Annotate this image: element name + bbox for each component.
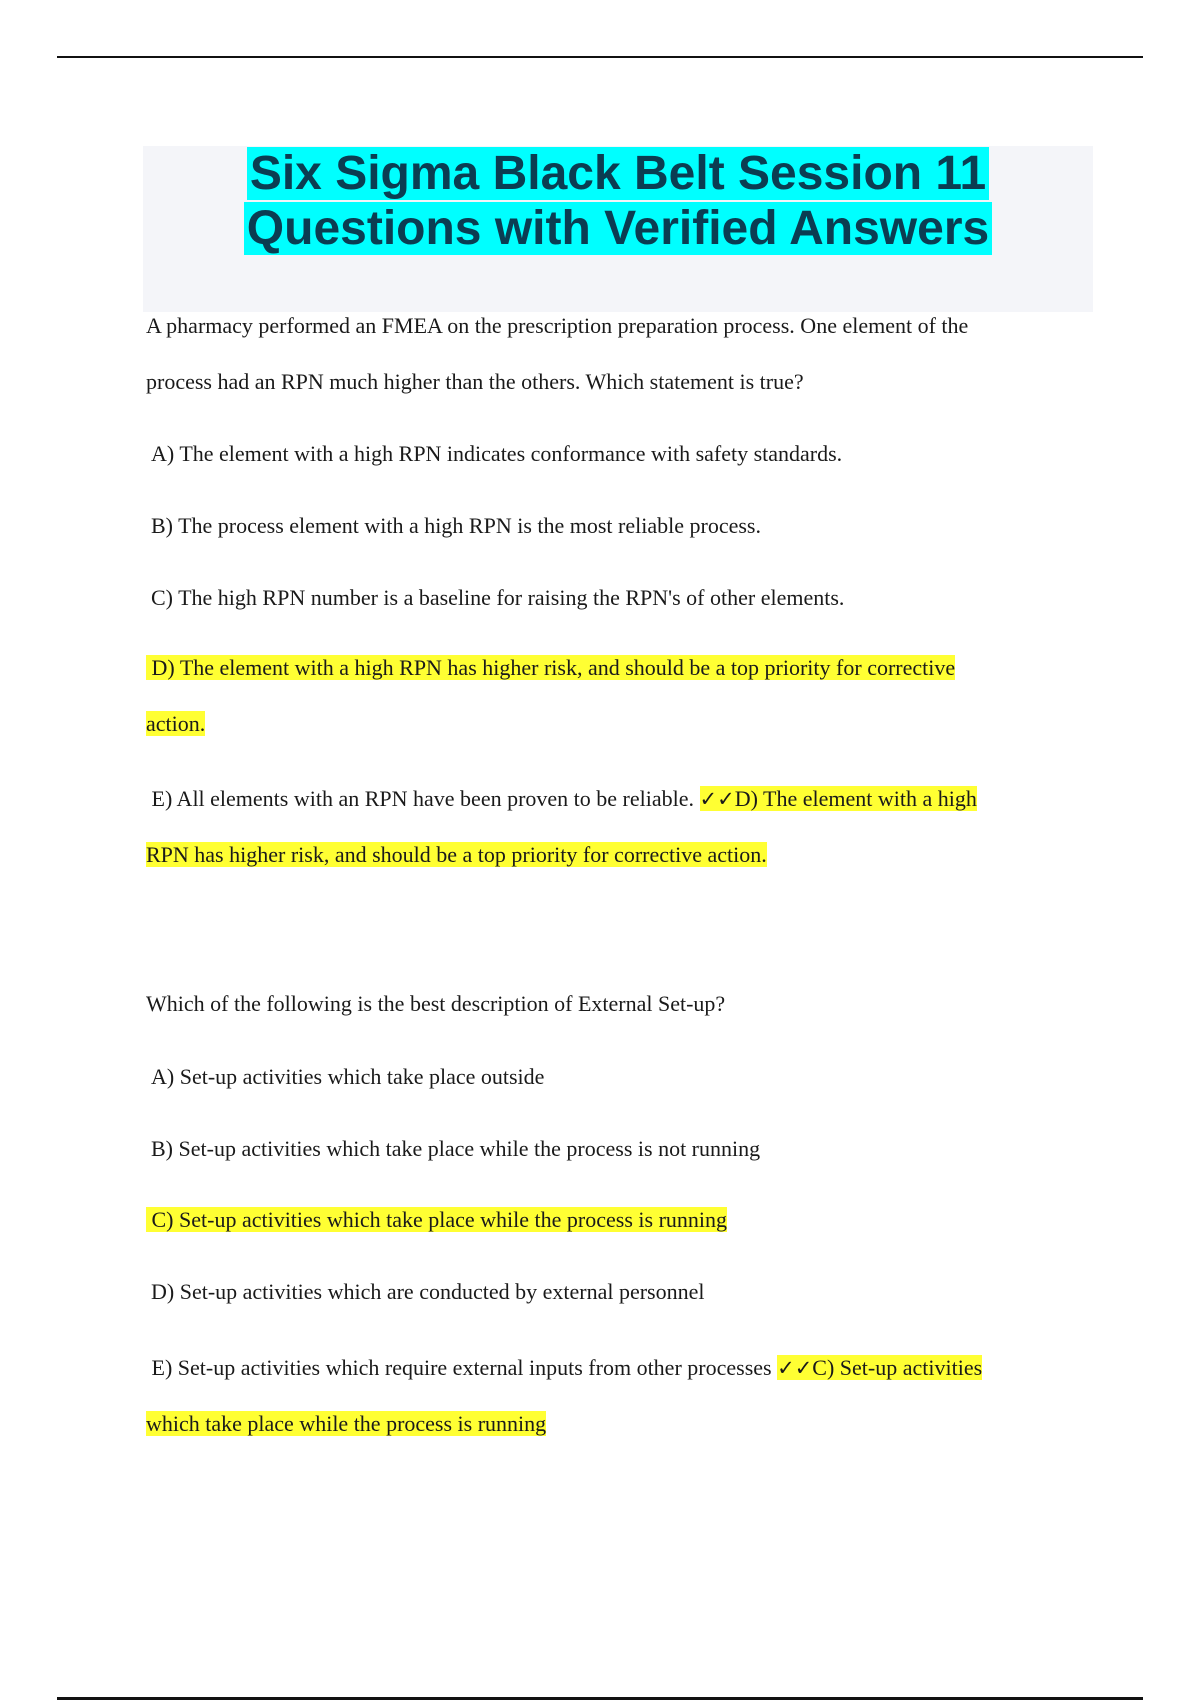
question-1-option-d <box>146 640 1076 752</box>
question-1-stem-line-1: A pharmacy performed an FMEA on the prescription preparation process. One element of the <box>146 313 969 338</box>
question-2-option-a: A) Set-up activities which take place outside <box>151 1064 545 1089</box>
question-1-answer-line-2: RPN has higher risk, and should be a top priority for corrective action. <box>146 842 767 867</box>
question-1-option-c: C) The high RPN number is a baseline for raising the RPN's of other elements. <box>151 585 845 610</box>
title-band <box>143 146 1093 312</box>
top-rule <box>57 56 1143 58</box>
document-title <box>143 146 1093 256</box>
question-2-option-e-and-answer <box>146 1340 1076 1452</box>
title-line-2: Questions with Verified Answers <box>244 202 992 255</box>
question-1-stem <box>146 298 1076 410</box>
question-1-option-a: A) The element with a high RPN indicates conformance with safety standards. <box>151 441 843 466</box>
question-2-option-d: D) Set-up activities which are conducted by external personnel <box>151 1279 705 1304</box>
question-2-stem: Which of the following is the best description of External Set-up? <box>146 991 726 1016</box>
check-mark-icon: ✓✓ <box>777 1356 813 1380</box>
question-2-answer-line-1: ✓✓C) Set-up activities <box>777 1355 983 1380</box>
check-mark-icon: ✓✓ <box>699 787 735 811</box>
question-2-option-b: B) Set-up activities which take place while the process is not running <box>151 1136 761 1161</box>
question-1-option-d-line-2: action. <box>146 711 206 736</box>
question-1-option-e-and-answer <box>146 771 1076 883</box>
question-1-option-b: B) The process element with a high RPN is the most reliable process. <box>151 513 761 538</box>
title-line-1: Six Sigma Black Belt Session 11 <box>247 147 989 200</box>
question-2-option-e: E) Set-up activities which require external inputs from other processes <box>151 1355 772 1380</box>
question-1-answer-line-1: ✓✓D) The element with a high <box>699 786 977 811</box>
question-2-option-c: C) Set-up activities which take place while the process is running <box>146 1192 1076 1248</box>
question-1-stem-line-2: process had an RPN much higher than the others. Which statement is true? <box>146 369 804 394</box>
question-1-option-e: E) All elements with an RPN have been proven to be reliable. <box>151 786 695 811</box>
question-1-option-d-line-1: D) The element with a high RPN has higher risk, and should be a top priority for corrective <box>146 655 955 680</box>
question-2-answer-line-2: which take place while the process is running <box>146 1411 547 1436</box>
